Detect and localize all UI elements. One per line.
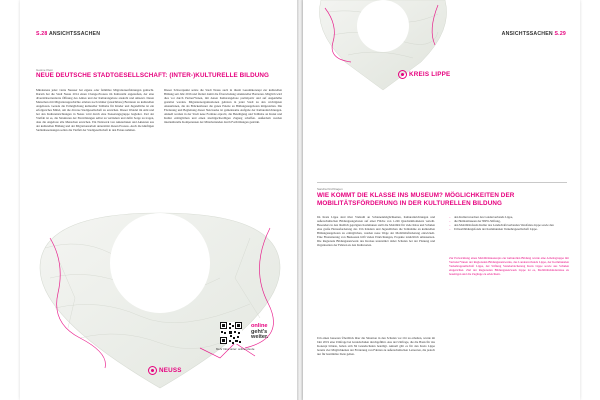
- right-page: [303, 0, 580, 400]
- online-logo-line1: online: [251, 323, 268, 329]
- online-logo: [251, 324, 268, 341]
- online-logo-line2: geht's: [251, 328, 268, 335]
- section-title-left: ANSICHTSSACHEN: [48, 31, 101, 37]
- article-column-1b-right: Um einen besseren Überblick über die Situation in den Schulen vor Ort zu erhalten, wurde im Jahr 2019 eine Umfrage bei Grundschulen durchgeführt. Aus der Umfrage, die die Basis für das Konzept bildete, haben sich 84 Grundschulen beteiligt. Aktuell gibt es für den Kreis Lippe bereits vier Möglichkeiten der Förderung von Fahrten zu außerschulischen Lernorten, die jedoch nur für bestimmte Ziele gelten.: [317, 336, 435, 357]
- running-head-left: [36, 31, 100, 37]
- bullet-item: – die Heimatmuseen der NRW-Stiftung,: [449, 219, 569, 223]
- map-pin-icon: [148, 366, 157, 375]
- online-logo-line3: weiter.: [251, 334, 269, 341]
- byline-right: Sandra Kirchhagen: [317, 187, 343, 191]
- map-pin-icon: [398, 70, 407, 79]
- article-column-1-left: Mindestens jeder vierte Neusser hat eigene oder familiäre Migrationserfahrungen gemacht. Darum hat die Stadt Neuss 2014 einen Change-Prozess im Kulturamt angestoßen, der eine diversitätsorientierte Öffnung des Amtes und der Kulturangebote anstrebt und umsetzt. Deren Menschen mit Migrationsgeschichte erleben noch immer (unsichtbare) Barrieren zu kulturellen Angeboten. Gerade die Ermöglichung kultureller Teilhabe für Kinder und Jugendliche ist ein erfolgreiches Mittel, um die diverse Stadtgesellschaft zu erreichen. Dieser Wandel im Amt und bei den Kultureinrichtungen in Neuss wird durch eine Steuerungsgruppe begleitet. Ziel der Vielfalt ist es, die Strukturen der Einrichtungen selbst zu verändern und dafür Sorge zu tragen, dass die Angebote alle Menschen erreichen. Ein Netzwerk von Akteurinnen und Akteuren aus der kulturellen Bildung und der Migrationsarbeit unterstützt diesen Prozess. Auch die künftigen Stellenbesetzungen sollen die Vielfalt der Stadtgesellschaft in den Fokus nehmen.: [36, 88, 154, 133]
- bullet-item: – den Kulturverordner des Landesverbands Lippe,: [449, 215, 569, 219]
- highlighted-note: Zur Entwicklung eines Mobilitätskonzepts zur kulturellen Bildung wurde eine Arbeitsgruppe mit Vertreter*innen der Regionalen Bildungsnetzwerks, des Landesverbands Lippe, der Kommunalen Verkehrsgesellschaft Lippe, der Stiftung Standortsicherung Kreis Lippe sowie aus Schulen eingerichtet. Ziel der Regionalen Bildungsnetzwerk Lippe ist es, Mobilitätshindernisse zu beseitigen und die Zugänge zu erleichtern.: [449, 256, 569, 277]
- qr-code[interactable]: [220, 322, 242, 344]
- bullet-item: – Umweltbildungsfonds der Kommunalen Verkehrsgesellschaft Lippe.: [449, 227, 569, 231]
- place-name-neuss: NEUSS: [159, 367, 182, 374]
- article-column-1-right: Im Kreis Lippe sind über Vielzahl an Schienenmöglichkeiten, Kultureinrichtungen und außerschulischen Bildungsangeboten auf einer Fläche von 1.246 Quadratkilometern verteilt. Besonders in den ländlich geprägten Kommunen stellt die Mobilität für viele Kitas und Schulen eine große Herausforderung dar. Um Kindern und Jugendlichen die Teilnahme an kulturellen Bildungsangeboten zu ermöglichen, wurden neue Wege der Mobilitätsförderung entwickelt. Eine Finanzierung von Buskosten hilft vielen Einrichtungen, Projekte tatsächlich umzusetzen. Die Regionale Bildungsnetzwerk des Kreises unterstützt dabei Schulen bei der Planung und Organisation der Fahrten zu den Kulturorten.: [317, 215, 435, 248]
- section-title-right: ANSICHTSSACHEN: [501, 31, 553, 37]
- qr-caption: Mehr Infos unter: online.nrw.de: [216, 347, 255, 351]
- funding-bullet-list: [449, 215, 569, 231]
- place-label-kreis-lippe: [398, 70, 450, 79]
- left-page: [20, 0, 297, 400]
- article-column-2-left: Dieser Schwerpunkt setzte die Stadt Neuss auch in ihrem Gesamtkonzept zur kulturellen Bildung seit Jahr 2016 und fördert damit die Überwindung struktureller Barrieren. Möglich wird dies vor durch Partner*innen, mit denen Kulturangebote partizipativ und auf Augenhöhe gestaltet werden. Migrantenorganisationen gehören in jeder Stadt zu den wichtigsten Akteurinnen, die als Brückenbauer die ganze Palette an Bildungsangeboten mitgestalten. Die Förderung und Begleitung dieser Netzwerke ist gemeinsame Aufgabe der Kultureinrichtungen. Aktuell werden in der Stadt neue Formate erprobt, die Beteiligung und Teilhabe an Kunst und Kultur ermöglichen und einen niedrigschwelligen Zugang schaffen. Außerdem werden interkulturelle Kompetenzen der Mitarbeitenden durch Fortbildungen gestärkt.: [164, 88, 282, 125]
- page-number-left: S.28: [36, 31, 48, 37]
- place-name-kreis-lippe: KREIS LIPPE: [409, 71, 451, 78]
- section-divider: [317, 182, 567, 183]
- page-number-right: S.29: [554, 31, 566, 37]
- headline-left: NEUE DEUTSCHE STADTGESELLSCHAFT: (INTER-)KULTURELLE BILDUNG: [36, 72, 270, 79]
- bullet-item: – den Mobilitätsfonds Kultur des Landschaftsverbandes Westfalen-Lippe sowie den: [449, 223, 569, 227]
- headline-right: WIE KOMMT DIE KLASSE INS MUSEUM? MÖGLICHKEITEN DER MOBILITÄTSFÖRDERUNG IN DER KULTURELLEN BILDUNG: [317, 192, 515, 207]
- byline-left: Gesine Klein: [36, 68, 54, 72]
- place-label-neuss: [148, 366, 182, 375]
